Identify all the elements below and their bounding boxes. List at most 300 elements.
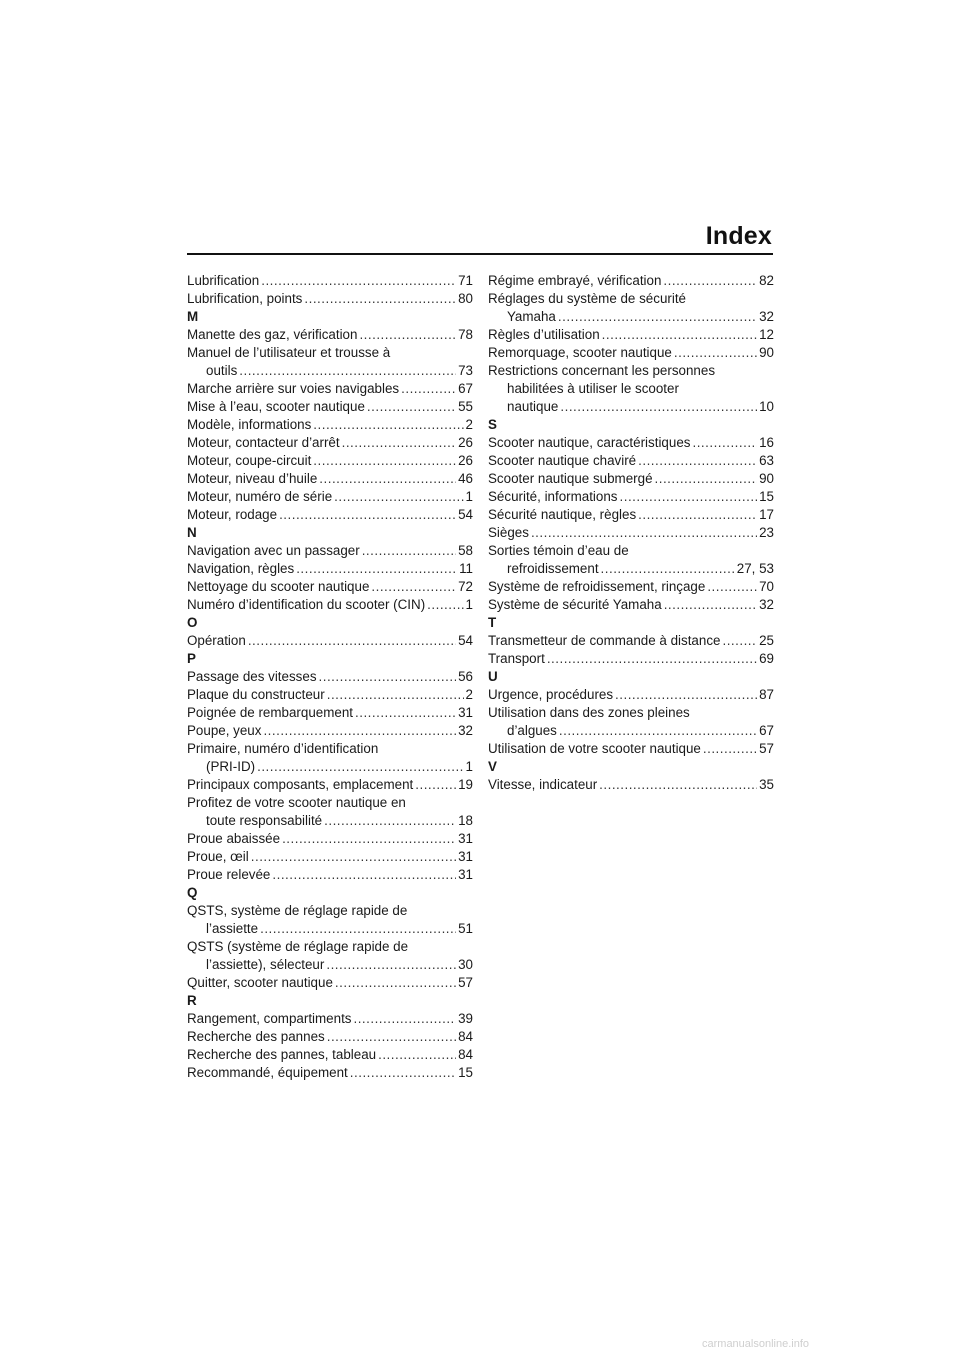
index-letter-heading: Q <box>187 885 198 900</box>
dot-leader <box>251 848 456 866</box>
index-entry <box>187 1010 473 1028</box>
dot-leader <box>371 578 456 596</box>
index-entry-text: Transport <box>488 651 545 666</box>
index-entry-text: Moteur, niveau d’huile <box>187 471 318 486</box>
dot-leader <box>615 686 757 704</box>
index-page-number: 57 <box>759 741 774 756</box>
dot-leader <box>304 290 456 308</box>
index-entry <box>187 1046 473 1064</box>
index-entry-text: toute responsabilité <box>206 813 323 828</box>
index-entry-text: Utilisation de votre scooter nautique <box>488 741 701 756</box>
index-page-number: 11 <box>459 561 473 576</box>
index-entry-line <box>187 272 473 290</box>
index-page-number: 2 <box>465 417 473 432</box>
dot-leader <box>558 308 757 326</box>
index-page-number: 67 <box>458 381 473 396</box>
index-entry <box>488 542 774 578</box>
index-entry-text: Principaux composants, emplacement <box>187 777 414 792</box>
dot-leader <box>378 1046 456 1064</box>
index-entry-text: nautique <box>507 399 559 414</box>
dot-leader <box>722 632 757 650</box>
index-page-number: 32 <box>759 309 774 324</box>
dot-leader <box>655 470 758 488</box>
index-entry <box>187 326 473 344</box>
index-entry-line <box>187 380 473 398</box>
title-rule <box>187 253 773 255</box>
index-entry-text: Yamaha <box>507 309 556 324</box>
index-page-number: 25 <box>759 633 774 648</box>
index-page-number: 46 <box>458 471 473 486</box>
index-entry-line <box>187 830 473 848</box>
index-entry <box>187 506 473 524</box>
index-entry-line <box>488 326 774 344</box>
index-entry-line <box>187 848 473 866</box>
dot-leader <box>313 416 463 434</box>
index-letter-heading: S <box>488 417 497 432</box>
index-page-number: 84 <box>458 1047 473 1062</box>
index-entry-line <box>488 362 774 380</box>
dot-leader <box>319 668 457 686</box>
index-page-number: 32 <box>458 723 473 738</box>
index-entry-text: Numéro d’identification du scooter (CIN) <box>187 597 426 612</box>
index-page-number: 39 <box>458 1011 473 1026</box>
index-entry-line <box>187 722 473 740</box>
index-page-number: 12 <box>759 327 774 342</box>
index-entry <box>187 668 473 686</box>
index-page-number: 90 <box>759 471 774 486</box>
index-entry <box>187 434 473 452</box>
index-page-number: 19 <box>458 777 473 792</box>
index-entry-line <box>187 920 473 938</box>
index-entry-line <box>488 560 774 578</box>
index-entry-line <box>488 542 774 560</box>
index-entry-line <box>187 452 473 470</box>
index-entry <box>488 470 774 488</box>
dot-leader <box>638 506 757 524</box>
index-entry-text: Proue, œil <box>187 849 249 864</box>
index-page-number: 1 <box>465 489 473 504</box>
index-entry <box>488 650 774 668</box>
index-page-number: 72 <box>458 579 473 594</box>
index-page-number: 87 <box>759 687 774 702</box>
index-page-number: 58 <box>458 543 473 558</box>
index-entry-text: Règles d’utilisation <box>488 327 600 342</box>
dot-leader <box>239 362 456 380</box>
index-entry-text: Recommandé, équipement <box>187 1065 348 1080</box>
index-page-number: 56 <box>458 669 473 684</box>
dot-leader <box>296 560 457 578</box>
index-entry-line <box>488 380 774 398</box>
index-entry-line <box>488 632 774 650</box>
index-page-number: 1 <box>465 597 473 612</box>
index-entry-line <box>488 452 774 470</box>
index-entry-text: Sorties témoin d’eau de <box>488 543 629 558</box>
index-entry <box>488 578 774 596</box>
index-entry-text: Scooter nautique, caractéristiques <box>488 435 691 450</box>
index-entry <box>187 542 473 560</box>
index-entry <box>187 488 473 506</box>
dot-leader <box>327 686 464 704</box>
index-entry <box>187 974 473 992</box>
dot-leader <box>313 452 456 470</box>
index-entry <box>488 704 774 740</box>
index-entry-line <box>488 740 774 758</box>
index-entry-line <box>488 470 774 488</box>
index-entry <box>488 506 774 524</box>
index-entry-text: l’assiette), sélecteur <box>206 957 325 972</box>
index-entry <box>187 1064 473 1082</box>
dot-leader <box>327 1028 456 1046</box>
index-page-number: 31 <box>458 867 473 882</box>
dot-leader <box>559 722 757 740</box>
index-entry-text: Vitesse, indicateur <box>488 777 598 792</box>
dot-leader <box>326 956 456 974</box>
index-entry <box>488 326 774 344</box>
index-entry-line <box>187 542 473 560</box>
index-entry-line <box>488 722 774 740</box>
index-entry <box>488 632 774 650</box>
dot-leader <box>282 830 456 848</box>
index-letter-heading: O <box>187 615 198 630</box>
index-page-number: 90 <box>759 345 774 360</box>
index-entry <box>187 470 473 488</box>
index-entry <box>187 560 473 578</box>
index-entry-text: Manuel de l’utilisateur et trousse à <box>187 345 391 360</box>
index-letter-heading: T <box>488 615 497 630</box>
index-page-number: 70 <box>759 579 774 594</box>
dot-leader <box>547 650 757 668</box>
index-entry-text: (PRI-ID) <box>206 759 256 774</box>
index-entry-text: Utilisation dans des zones pleines <box>488 705 690 720</box>
index-entry-line <box>187 902 473 920</box>
dot-leader <box>279 506 456 524</box>
index-entry-text: Recherche des pannes, tableau <box>187 1047 377 1062</box>
index-entry-text: Proue abaissée <box>187 831 281 846</box>
index-entry-text: Poupe, yeux <box>187 723 262 738</box>
index-entry-text: d’algues <box>507 723 557 738</box>
dot-leader <box>257 758 463 776</box>
index-entry-line <box>488 398 774 416</box>
index-entry <box>488 686 774 704</box>
index-entry <box>187 686 473 704</box>
index-entry-text: Marche arrière sur voies navigables <box>187 381 400 396</box>
index-page-number: 78 <box>458 327 473 342</box>
index-page-number: 23 <box>759 525 774 540</box>
dot-leader <box>324 812 456 830</box>
dot-leader <box>335 974 456 992</box>
index-entry-line <box>187 794 473 812</box>
index-page-number: 31 <box>458 849 473 864</box>
index-entry-text: habilitées à utiliser le scooter <box>507 381 679 396</box>
index-entry-text: Nettoyage du scooter nautique <box>187 579 370 594</box>
index-entry-line <box>187 488 473 506</box>
index-page-number: 35 <box>759 777 774 792</box>
dot-leader <box>362 542 456 560</box>
index-entry-line <box>187 812 473 830</box>
index-entry-text: Moteur, numéro de série <box>187 489 333 504</box>
page-title: Index <box>705 222 772 250</box>
index-page-number: 30 <box>458 957 473 972</box>
index-entry-line <box>187 398 473 416</box>
index-entry-text: Primaire, numéro d’identification <box>187 741 379 756</box>
index-entry-line <box>488 434 774 452</box>
index-entry-line <box>187 506 473 524</box>
dot-leader <box>531 524 757 542</box>
index-page-number: 69 <box>759 651 774 666</box>
index-page-number: 31 <box>458 831 473 846</box>
index-entry-line <box>488 686 774 704</box>
index-entry-text: Passage des vitesses <box>187 669 317 684</box>
index-entry <box>187 596 473 614</box>
index-entry-line <box>187 1028 473 1046</box>
index-entry-text: Lubrification, points <box>187 291 303 306</box>
index-entry-text: Rangement, compartiments <box>187 1011 352 1026</box>
index-entry-line <box>187 434 473 452</box>
index-entry <box>187 848 473 866</box>
index-entry <box>488 740 774 758</box>
dot-leader <box>272 866 456 884</box>
index-page-number: 82 <box>759 273 774 288</box>
index-entry-line <box>187 740 473 758</box>
dot-leader <box>350 1064 456 1082</box>
dot-leader <box>663 272 757 290</box>
index-entry <box>488 290 774 326</box>
index-entry-line <box>187 578 473 596</box>
index-entry-line <box>187 362 473 380</box>
index-entry <box>187 452 473 470</box>
dot-leader <box>401 380 456 398</box>
index-entry-line <box>187 632 473 650</box>
dot-leader <box>707 578 757 596</box>
index-entry-text: Modèle, informations <box>187 417 312 432</box>
index-entry-text: Quitter, scooter nautique <box>187 975 333 990</box>
index-entry-line <box>187 1046 473 1064</box>
dot-leader <box>263 722 456 740</box>
index-entry-line <box>488 704 774 722</box>
index-column-right <box>488 272 774 794</box>
dot-leader <box>692 434 757 452</box>
index-page-number: 26 <box>458 453 473 468</box>
index-entry-text: Restrictions concernant les personnes <box>488 363 716 378</box>
index-entry-line <box>488 776 774 794</box>
dot-leader <box>261 272 456 290</box>
index-entry <box>187 794 473 830</box>
dot-leader <box>638 452 757 470</box>
index-entry <box>187 398 473 416</box>
dot-leader <box>334 488 463 506</box>
index-entry <box>187 290 473 308</box>
index-entry-text: Moteur, contacteur d’arrêt <box>187 435 340 450</box>
index-letter-heading: V <box>488 759 497 774</box>
index-entry-line <box>187 758 473 776</box>
index-entry-line <box>488 290 774 308</box>
dot-leader <box>674 344 757 362</box>
index-entry-text: Navigation avec un passager <box>187 543 360 558</box>
index-entry-text: Transmetteur de commande à distance <box>488 633 721 648</box>
index-entry-line <box>187 326 473 344</box>
index-page-number: 84 <box>458 1029 473 1044</box>
index-entry-line <box>187 416 473 434</box>
index-page-number: 55 <box>458 399 473 414</box>
index-page-number: 27, 53 <box>736 561 774 576</box>
index-entry-text: Proue relevée <box>187 867 271 882</box>
index-entry-text: Sièges <box>488 525 529 540</box>
index-entry-text: outils <box>206 363 238 378</box>
index-entry <box>187 776 473 794</box>
index-page-number: 73 <box>458 363 473 378</box>
dot-leader <box>415 776 456 794</box>
index-entry-line <box>488 506 774 524</box>
index-entry <box>488 362 774 416</box>
index-entry <box>488 488 774 506</box>
index-entry-text: Moteur, rodage <box>187 507 278 522</box>
index-page-number: 80 <box>458 291 473 306</box>
index-page-number: 54 <box>458 507 473 522</box>
index-entry-text: Moteur, coupe-circuit <box>187 453 312 468</box>
index-entry <box>187 704 473 722</box>
index-entry-line <box>187 704 473 722</box>
index-entry-line <box>488 578 774 596</box>
index-entry-text: refroidissement <box>507 561 599 576</box>
index-entry-text: QSTS, système de réglage rapide de <box>187 903 408 918</box>
dot-leader <box>599 776 757 794</box>
index-page-number: 15 <box>458 1065 473 1080</box>
index-entry-text: Urgence, procédures <box>488 687 614 702</box>
index-entry <box>488 524 774 542</box>
index-page-number: 71 <box>458 273 473 288</box>
index-entry-text: Lubrification <box>187 273 260 288</box>
index-entry <box>488 344 774 362</box>
index-entry-line <box>488 524 774 542</box>
index-entry-text: Scooter nautique submergé <box>488 471 653 486</box>
index-column-left <box>187 272 473 1082</box>
index-entry <box>187 902 473 938</box>
index-entry-text: Mise à l’eau, scooter nautique <box>187 399 365 414</box>
index-entry-line <box>488 308 774 326</box>
index-entry-text: Scooter nautique chaviré <box>488 453 637 468</box>
index-entry-line <box>488 650 774 668</box>
index-page-number: 51 <box>458 921 473 936</box>
index-entry-line <box>187 776 473 794</box>
footer-watermark: carmanualsonline.info <box>702 1338 810 1350</box>
index-entry <box>187 740 473 776</box>
dot-leader <box>260 920 456 938</box>
index-entry-line <box>488 272 774 290</box>
dot-leader <box>703 740 757 758</box>
index-entry-text: Plaque du constructeur <box>187 687 325 702</box>
index-page-number: 63 <box>759 453 774 468</box>
index-page-number: 31 <box>458 705 473 720</box>
index-entry-text: Recherche des pannes <box>187 1029 325 1044</box>
index-page-number: 57 <box>458 975 473 990</box>
index-entry-line <box>187 1010 473 1028</box>
index-entry-line <box>187 668 473 686</box>
index-entry-text: Remorquage, scooter nautique <box>488 345 672 360</box>
index-entry-line <box>488 344 774 362</box>
index-letter-heading: P <box>187 651 196 666</box>
index-entry-line <box>187 470 473 488</box>
index-page-number: 15 <box>759 489 774 504</box>
index-entry-text: Régime embrayé, vérification <box>488 273 662 288</box>
index-page-number: 1 <box>465 759 473 774</box>
index-entry-text: Poignée de rembarquement <box>187 705 354 720</box>
dot-leader <box>367 398 456 416</box>
index-entry-text: Navigation, règles <box>187 561 295 576</box>
index-entry-text: QSTS (système de réglage rapide de <box>187 939 409 954</box>
index-entry-line <box>187 290 473 308</box>
index-page-number: 26 <box>458 435 473 450</box>
dot-leader <box>359 326 456 344</box>
index-entry-line <box>187 596 473 614</box>
index-letter-heading: U <box>488 669 498 684</box>
index-entry-line <box>187 956 473 974</box>
index-entry <box>187 578 473 596</box>
index-entry <box>488 596 774 614</box>
index-entry-text: Manette des gaz, vérification <box>187 327 358 342</box>
index-entry-line <box>488 488 774 506</box>
index-entry-line <box>187 938 473 956</box>
index-entry-text: Profitez de votre scooter nautique en <box>187 795 406 810</box>
index-letter-heading: N <box>187 525 197 540</box>
index-entry-line <box>187 866 473 884</box>
index-entry <box>488 776 774 794</box>
index-entry <box>488 272 774 290</box>
index-entry-text: Sécurité nautique, règles <box>488 507 637 522</box>
index-entry <box>187 830 473 848</box>
index-entry <box>187 938 473 974</box>
dot-leader <box>248 632 456 650</box>
index-entry-text: Opération <box>187 633 246 648</box>
index-entry <box>187 380 473 398</box>
index-page-number: 67 <box>759 723 774 738</box>
index-entry-text: l’assiette <box>206 921 259 936</box>
index-entry-line <box>187 344 473 362</box>
index-letter-heading: R <box>187 993 197 1008</box>
index-entry-line <box>187 686 473 704</box>
index-entry <box>187 344 473 380</box>
index-page-number: 10 <box>759 399 774 414</box>
index-entry-text: Système de sécurité Yamaha <box>488 597 662 612</box>
index-entry <box>187 722 473 740</box>
index-entry-text: Système de refroidissement, rinçage <box>488 579 706 594</box>
index-page-number: 16 <box>759 435 774 450</box>
dot-leader <box>319 470 456 488</box>
index-entry-line <box>187 560 473 578</box>
index-letter-heading: M <box>187 309 199 324</box>
index-entry-text: Sécurité, informations <box>488 489 618 504</box>
index-entry <box>488 452 774 470</box>
dot-leader <box>601 560 735 578</box>
dot-leader <box>353 1010 456 1028</box>
index-page-number: 18 <box>458 813 473 828</box>
dot-leader <box>427 596 463 614</box>
index-entry-text: Réglages du système de sécurité <box>488 291 686 306</box>
index-entry <box>488 434 774 452</box>
index-page-number: 32 <box>759 597 774 612</box>
index-entry <box>187 416 473 434</box>
dot-leader <box>355 704 456 722</box>
dot-leader <box>620 488 758 506</box>
index-entry <box>187 1028 473 1046</box>
index-entry <box>187 632 473 650</box>
index-entry-line <box>187 1064 473 1082</box>
dot-leader <box>664 596 757 614</box>
index-entry <box>187 866 473 884</box>
dot-leader <box>560 398 757 416</box>
index-page-number: 54 <box>458 633 473 648</box>
dot-leader <box>602 326 757 344</box>
index-page-number: 17 <box>759 507 774 522</box>
